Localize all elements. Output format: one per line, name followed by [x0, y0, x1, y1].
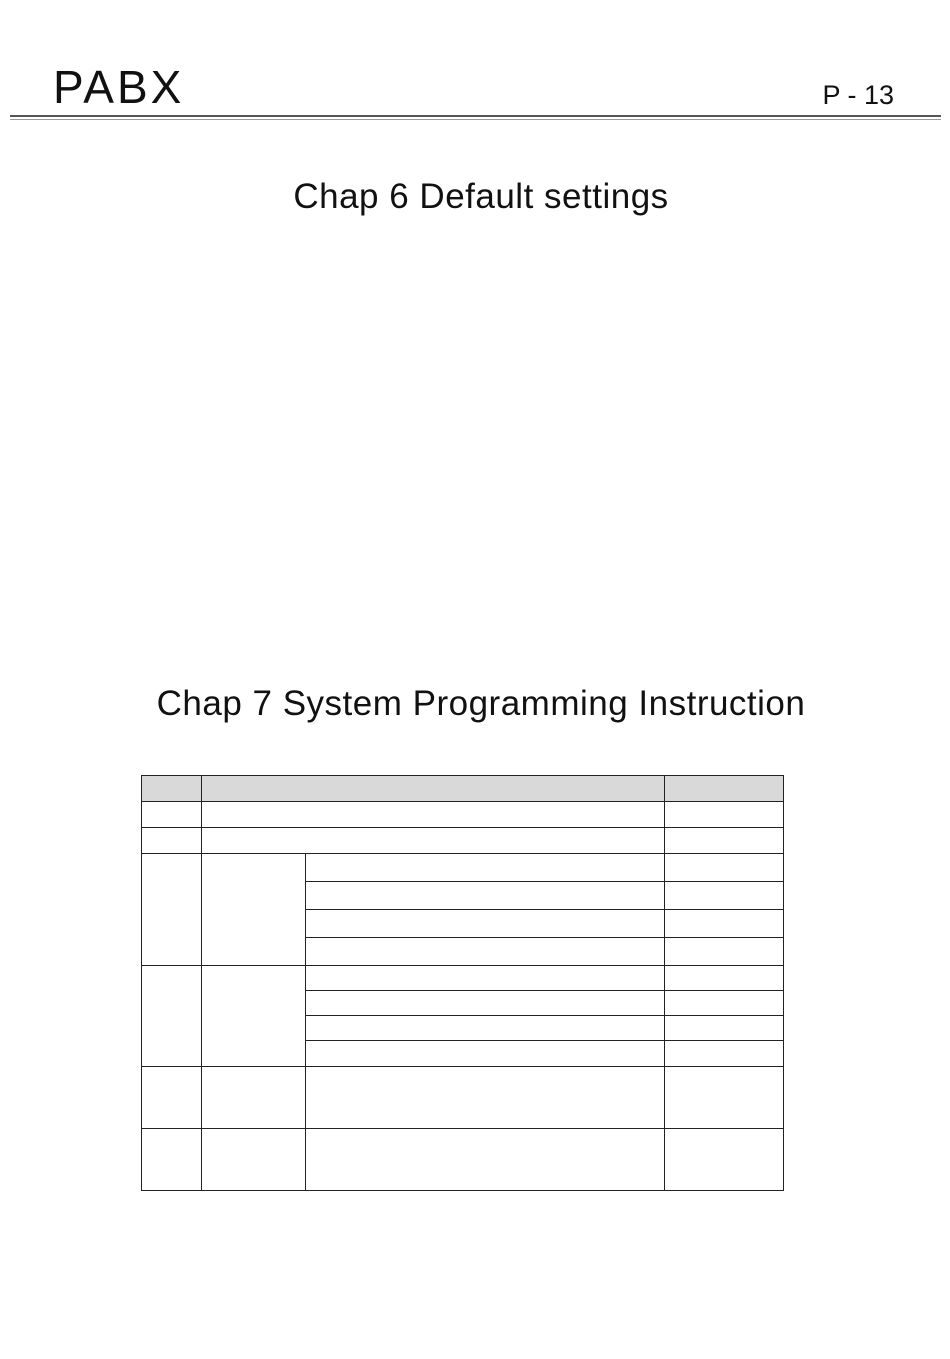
table-cell: [665, 882, 784, 910]
table-cell: [306, 854, 665, 882]
table-row: [142, 802, 784, 828]
table-cell: [202, 966, 306, 1067]
table-row: [142, 1129, 784, 1191]
table-cell: [306, 966, 665, 991]
table-cell: [306, 1129, 665, 1191]
table-header-cell: [665, 776, 784, 802]
brand-logo: PABX: [53, 61, 185, 113]
table-cell: [142, 1067, 202, 1129]
table-cell: [306, 882, 665, 910]
table-row: [142, 828, 784, 854]
programming-table: [141, 775, 784, 1191]
table-row: [142, 966, 784, 991]
table-cell: [142, 854, 202, 966]
table-row: [142, 854, 784, 882]
table-cell: [665, 938, 784, 966]
table-cell: [202, 1067, 306, 1129]
header-rule: [10, 115, 941, 117]
table-cell: [306, 991, 665, 1016]
table-cell: [202, 854, 306, 966]
table-cell: [142, 828, 202, 854]
table-cell: [142, 966, 202, 1067]
chapter-6-heading: Chap 6 Default settings: [293, 177, 669, 216]
table-cell: [665, 1041, 784, 1067]
table-header-cell: [202, 776, 665, 802]
table-cell: [306, 1067, 665, 1129]
table-cell: [142, 1129, 202, 1191]
table-cell: [306, 910, 665, 938]
table-row: [142, 1067, 784, 1129]
table-cell: [665, 1067, 784, 1129]
chapter-7-heading: Chap 7 System Programming Instruction: [156, 684, 806, 723]
table-cell: [202, 1129, 306, 1191]
table-cell: [665, 828, 784, 854]
table-cell: [665, 910, 784, 938]
table-cell: [665, 1129, 784, 1191]
table-cell: [665, 991, 784, 1016]
table-cell: [202, 802, 665, 828]
table-header-row: [142, 776, 784, 802]
header-rule-thin: [10, 119, 941, 120]
table-cell: [306, 938, 665, 966]
table-cell: [306, 1041, 665, 1067]
table-cell: [142, 802, 202, 828]
table-cell: [665, 1016, 784, 1041]
table-cell: [665, 802, 784, 828]
table-cell: [306, 1016, 665, 1041]
table-cell: [665, 966, 784, 991]
table-header-cell: [142, 776, 202, 802]
table-cell: [665, 854, 784, 882]
page-number: P - 13: [822, 80, 894, 110]
table-cell: [202, 828, 665, 854]
